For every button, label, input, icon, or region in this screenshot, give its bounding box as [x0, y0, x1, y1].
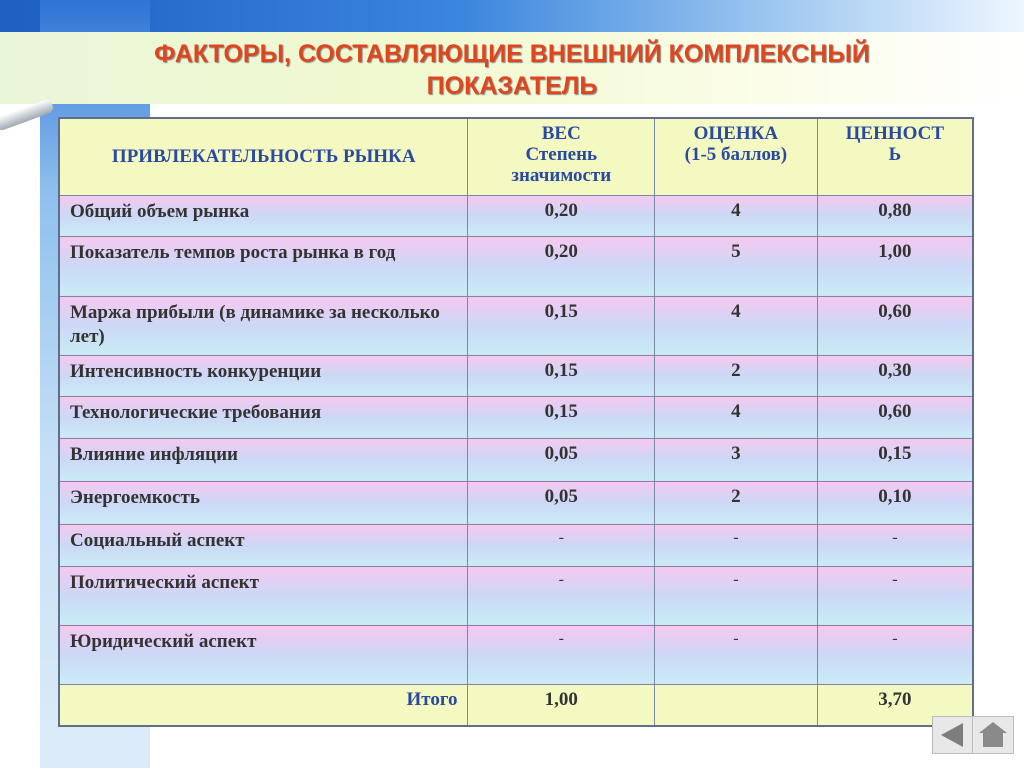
header-score — [655, 118, 818, 195]
header-weight — [468, 118, 655, 195]
header-factor: ПРИВЛЕКАТЕЛЬНОСТЬ РЫНКА — [59, 118, 468, 195]
value-cell: 0,10 — [817, 481, 973, 524]
table-row — [59, 524, 973, 566]
factor-cell: Политический аспект — [59, 566, 468, 625]
factor-cell: Юридический аспект — [59, 625, 468, 684]
factors-table — [58, 117, 974, 727]
total-score — [655, 684, 818, 726]
value-cell: - — [817, 625, 973, 684]
factor-cell: Интенсивность конкуренции — [59, 355, 468, 396]
back-arrow-icon — [941, 723, 963, 747]
value-cell: 0,15 — [817, 438, 973, 481]
score-cell: 4 — [655, 296, 818, 355]
weight-cell: - — [468, 625, 655, 684]
table-row — [59, 296, 973, 355]
weight-cell: 0,05 — [468, 438, 655, 481]
home-icon-roof — [979, 722, 1007, 733]
total-label: Итого — [59, 684, 468, 726]
slide-title-line2: ПОКАЗАТЕЛЬ — [426, 72, 598, 100]
score-cell: - — [655, 625, 818, 684]
value-cell: 0,60 — [817, 396, 973, 438]
value-cell: - — [817, 566, 973, 625]
weight-cell: 0,15 — [468, 396, 655, 438]
table-row — [59, 195, 973, 236]
weight-cell: 0,20 — [468, 236, 655, 296]
value-cell: 0,60 — [817, 296, 973, 355]
factor-cell: Технологические требования — [59, 396, 468, 438]
header-value — [817, 118, 973, 195]
total-weight: 1,00 — [468, 684, 655, 726]
value-cell: 0,30 — [817, 355, 973, 396]
table-row — [59, 481, 973, 524]
slide-title — [50, 38, 974, 102]
table-row — [59, 396, 973, 438]
back-button[interactable] — [932, 716, 974, 754]
score-cell: - — [655, 524, 818, 566]
weight-cell: 0,20 — [468, 195, 655, 236]
slide-title-line1: ФАКТОРЫ, СОСТАВЛЯЮЩИЕ ВНЕШНИЙ КОМПЛЕКСНЫЙ — [154, 40, 870, 68]
weight-cell: 0,15 — [468, 355, 655, 396]
header-value-title: ЦЕННОСТ — [845, 123, 945, 144]
table-row — [59, 566, 973, 625]
header-weight-title: ВЕС — [541, 123, 581, 144]
table-row — [59, 625, 973, 684]
header-value-title-cont: Ь — [888, 144, 902, 165]
score-cell: 4 — [655, 396, 818, 438]
factor-cell: Влияние инфляции — [59, 438, 468, 481]
table-row — [59, 236, 973, 296]
header-score-subtitle: (1-5 баллов) — [684, 144, 788, 165]
factor-cell: Энергоемкость — [59, 481, 468, 524]
total-value: 3,70 — [817, 684, 973, 726]
score-cell: 4 — [655, 195, 818, 236]
home-button[interactable] — [972, 716, 1014, 754]
table-row — [59, 438, 973, 481]
weight-cell: 0,15 — [468, 296, 655, 355]
weight-cell: - — [468, 524, 655, 566]
table-row — [59, 355, 973, 396]
value-cell: - — [817, 524, 973, 566]
score-cell: 3 — [655, 438, 818, 481]
factor-cell: Общий объем рынка — [59, 195, 468, 236]
score-cell: 2 — [655, 481, 818, 524]
weight-cell: 0,05 — [468, 481, 655, 524]
factor-cell: Показатель темпов роста рынка в год — [59, 236, 468, 296]
header-score-title: ОЦЕНКА — [693, 123, 779, 144]
factor-cell: Социальный аспект — [59, 524, 468, 566]
score-cell: - — [655, 566, 818, 625]
score-cell: 2 — [655, 355, 818, 396]
header-weight-subtitle: Степень значимости — [511, 144, 612, 186]
table-total-row — [59, 684, 973, 726]
value-cell: 1,00 — [817, 236, 973, 296]
home-icon-body — [983, 733, 1003, 747]
factor-cell: Маржа прибыли (в динамике за несколько лет) — [59, 296, 468, 355]
value-cell: 0,80 — [817, 195, 973, 236]
weight-cell: - — [468, 566, 655, 625]
score-cell: 5 — [655, 236, 818, 296]
table-header-row — [59, 118, 973, 195]
